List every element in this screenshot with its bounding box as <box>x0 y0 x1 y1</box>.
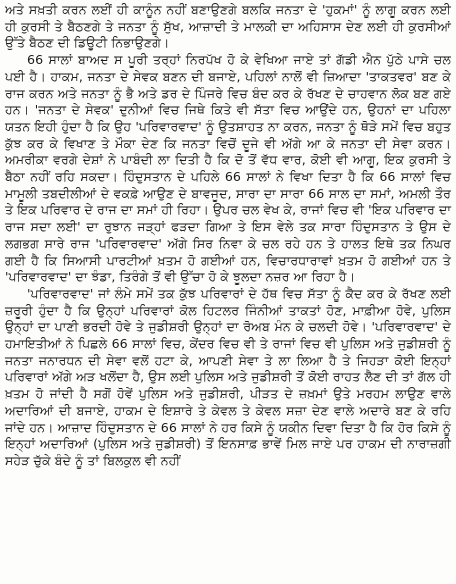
article-paragraph: ਅਤੇ ਸਖ਼ਤੀ ਕਰਨ ਲਈਂ ਹੀ ਕਾਨੂੰਨ ਨਹੀਂ ਬਣਾਉਣਗੇ ਬਲਕਿ ਜਨਤਾ ਦੇ 'ਹੁਕਮਾਂ' ਨੂੰ ਲਾਗੂ ਕਰਨ ਲਈ ਹੀ ਕੁਰਸੀ ਤੇ ਬੈਠਣਗੇ ਤੇ ਜਨਤਾ ਨੂੰ ਸੁੱਖ, ਆਜ਼ਾਦੀ ਤੇ ਮਾਲਕੀ ਦਾ ਅਹਿਸਾਸ ਦੇਣ ਲਈ ਹੀ ਕੁਰਸੀਆਂ ਉੱਤੇ ਬੈਠਣ ਦੀ ਡਿਊਟੀ ਨਿਭਾਉਣਗੇ। <box>5 2 451 51</box>
article-paragraph: 'ਪਰਿਵਾਰਵਾਦ' ਜਾਂ ਲੰਮੇ ਸਮੇਂ ਤਕ ਕੁੱਝ ਪਰਿਵਾਰਾਂ ਦੇ ਹੱਥ ਵਿਚ ਸੱਤਾ ਨੂੰ ਕੈਦ ਕਰ ਕੇ ਰੱਖਣ ਲਈ ਜ਼ਰੂਰੀ ਹੁੰਦਾ ਹੈ ਕਿ ਉਨ੍ਹਾਂ ਪਰਿਵਾਰਾਂ ਕੋਲ ਹਿਟਲਰ ਜਿੰਨੀਆਂ ਤਾਕਤਾਂ ਹੋਣ, ਮਾਫ਼ੀਆ ਹੋਵੇ, ਪੁਲਿਸ ਉਨ੍ਹਾਂ ਦਾ ਪਾਣੀ ਭਰਦੀ ਹੋਵੇ ਤੇ ਜੁਡੀਸ਼ਰੀ ਉਨ੍ਹਾਂ ਦਾ ਰੋਅਬ ਮੰਨ ਕੇ ਚਲਦੀ ਹੋਵੇ। 'ਪਰਿਵਾਰਵਾਦ' ਦੇ ਹਮਾਇਤੀਆਂ ਨੇ ਪਿਛਲੇ 66 ਸਾਲਾਂ ਵਿਚ, ਕੇਂਦਰ ਵਿਚ ਵੀ ਤੇ ਰਾਜਾਂ ਵਿਚ ਵੀ ਪੁਲਿਸ ਅਤੇ ਜੁਡੀਸ਼ਰੀ ਨੂੰ ਜਨਤਾ ਜਨਾਰਧਨ ਦੀ ਸੇਵਾ ਵਲੋਂ ਹਟਾ ਕੇ, ਆਪਣੀ ਸੇਵਾ ਤੇ ਲਾ ਲਿਆ ਹੈ ਤੇ ਜਿਹੜਾ ਕੋਈ ਇਨ੍ਹਾਂ ਪਰਿਵਾਰਾਂ ਅੱਗੇ ਅੜ ਖਲੋਂਦਾ ਹੈ, ਉਸ ਲਈ ਪੁਲਿਸ ਅਤੇ ਜੁਡੀਸ਼ਰੀ ਤੋਂ ਕੋਈ ਰਾਹਤ ਲੈਣ ਦੀ ਤਾਂ ਗੱਲ ਹੀ ਖ਼ਤਮ ਹੋ ਜਾਂਦੀ ਹੈ ਸਗੋਂ ਹੋਵੇਂ ਪੁਲਿਸ ਅਤੇ ਜੁਡੀਸ਼ਰੀ, ਪੀੜਤ ਦੇ ਜ਼ਖ਼ਮਾਂ ਉਤੇ ਮਰਹਮ ਲਾਉਣ ਵਾਲੇ ਅਦਾਰਿਆਂ ਦੀ ਬਜਾਏ, ਹਾਕਮ ਦੇ ਇਸ਼ਾਰੇ ਤੇ ਕੇਵਲ ਤੇ ਕੇਵਲ ਸਜ਼ਾ ਦੇਣ ਵਾਲੇ ਅਦਾਰੇ ਬਣ ਕੇ ਰਹਿ ਜਾਂਦੇ ਹਨ। ਆਜ਼ਾਦ ਹਿੰਦੁਸਤਾਨ ਦੇ 66 ਸਾਲਾਂ ਨੇ ਹਰ ਕਿਸੇ ਨੂੰ ਯਕੀਨ ਦਿਵਾ ਦਿਤਾ ਹੈ ਕਿ ਹੋਰ ਕਿਸੇ ਨੂੰ ਇਨ੍ਹਾਂ ਅਦਾਰਿਆਂ (ਪੁਲਿਸ ਅਤੇ ਜੁਡੀਸ਼ਰੀ) ਤੋਂ ਇਨਸਾਫ਼ ਭਾਵੇਂ ਮਿਲ ਜਾਏ ਪਰ ਹਾਕਮ ਦੀ ਨਾਰਾਜ਼ਗੀ ਸਹੇੜ ਚੁੱਕੇ ਬੰਦੇ ਨੂੰ ਤਾਂ ਬਿਲਕੁਲ ਵੀ ਨਹੀਂ <box>5 285 451 468</box>
article-paragraph: 66 ਸਾਲਾਂ ਬਾਅਦ ਸ ਪੂਰੀ ਤਰ੍ਹਾਂ ਨਿਰਪੱਖ ਹੋ ਕੇ ਵੇਖਿਆ ਜਾਏ ਤਾਂ ਗੱਡੀ ਐਨ ਪੁੱਠੇ ਪਾਸੇ ਚਲ ਪਈ ਹੈ। ਹਾਕਮ, ਜਨਤਾ ਦੇ ਸੇਵਕ ਬਣਨ ਦੀ ਬਜਾਏ, ਪਹਿਲਾਂ ਨਾਲੋਂ ਵੀ ਜ਼ਿਆਦਾ 'ਤਾਕਤਵਰ' ਬਣ ਕੇ ਰਾਜ ਕਰਨ ਅਤੇ ਜਨਤਾ ਨੂੰ ਭੈ ਅਤੇ ਡਰ ਦੇ ਪਿੰਜਰੇ ਵਿਚ ਬੰਦ ਕਰ ਕੇ ਰੱਖਣ ਦੇ ਚਾਹਵਾਨ ਲੋਕ ਬਣ ਗਏ ਹਨ। 'ਜਨਤਾ ਦੇ ਸੇਵਕ' ਦੁਨੀਆਂ ਵਿਚ ਜਿਥੇ ਕਿਤੇ ਵੀ ਸੱਤਾ ਵਿਚ ਆਉਂਦੇ ਹਨ, ਉਹਨਾਂ ਦਾ ਪਹਿਲਾ ਯਤਨ ਇਹੀ ਹੁੰਦਾ ਹੈ ਕਿ ਉਹ 'ਪਰਿਵਾਰਵਾਦ' ਨੂੰ ਉਤਸ਼ਾਹਤ ਨਾ ਕਰਨ, ਜਨਤਾ ਨੂੰ ਥੋੜੇ ਸਮੇਂ ਵਿਚ ਬਹੁਤ ਕੁੱਝ ਕਰ ਕੇ ਵਿਖਾਣ ਤੇ ਮੌਕਾ ਦੇਣ ਕਿ ਜਨਤਾ ਵਿਚੋਂ ਦੂਜੇ ਵੀ ਅੱਗੇ ਆ ਕੇ ਜਨਤਾ ਦੀ ਸੇਵਾ ਕਰਨ। ਅਮਰੀਕਾ ਵਰਗੇ ਦੇਸ਼ਾਂ ਨੇ ਪਾਬੰਦੀ ਲਾ ਦਿਤੀ ਹੈ ਕਿ ਦੋ ਤੋਂ ਵੱਧ ਵਾਰ, ਕੋਈ ਵੀ ਆਗੂ, ਇਕ ਕੁਰਸੀ ਤੇ ਬੈਠਾ ਨਹੀਂ ਰਹਿ ਸਕਦਾ। ਹਿੰਦੁਸਤਾਨ ਦੇ ਪਹਿਲੇ 66 ਸਾਲਾਂ ਨੇ ਵਿਖਾ ਦਿਤਾ ਹੈ ਕਿ 66 ਸਾਲਾਂ ਵਿਚ ਮਾਮੂਲੀ ਤਬਦੀਲੀਆਂ ਦੇ ਵਕਫ਼ੇ ਆਉਣ ਦੇ ਬਾਵਜੂਦ, ਸਾਰਾ ਦਾ ਸਾਰਾ 66 ਸਾਲ ਦਾ ਸਮਾਂ, ਅਮਲੀ ਤੌਰ ਤੇ ਇਕ ਪਰਿਵਾਰ ਦੇ ਰਾਜ ਦਾ ਸਮਾਂ ਹੀ ਰਿਹਾ। ਉਪਰ ਚਲ ਵੇਖ ਕੇ, ਰਾਜਾਂ ਵਿਚ ਵੀ 'ਇਕ ਪਰਿਵਾਰ ਦਾ ਰਾਜ ਸਦਾ ਲਈ' ਦਾ ਰੁਝਾਨ ਜੜ੍ਹਾਂ ਫੜਦਾ ਗਿਆ ਤੇ ਇਸ ਵੇਲੇ ਤਕ ਸਾਰਾ ਹਿੰਦੁਸਤਾਨ ਤੇ ਉਸ ਦੇ ਲਗਭਗ ਸਾਰੇ ਰਾਜ 'ਪਰਿਵਾਰਵਾਦ' ਅੱਗੇ ਸਿਰ ਨਿਵਾ ਕੇ ਚਲ ਰਹੇ ਹਨ ਤੇ ਹਾਲਤ ਇਥੇ ਤਕ ਨਿਘਰ ਗਈ ਹੈ ਕਿ ਸਿਆਸੀ ਪਾਰਟੀਆਂ ਖ਼ਤਮ ਹੋ ਗਈਆਂ ਹਨ, ਵਿਚਾਰਧਾਰਾਵਾਂ ਖ਼ਤਮ ਹੋ ਗਈਆਂ ਹਨ ਤੇ 'ਪਰਿਵਾਰਵਾਦ' ਦਾ ਝੰਡਾ, ਤਿਰੰਗੇ ਤੋਂ ਵੀ ਉੱਚਾ ਹੋ ਕੇ ਝੂਲਦਾ ਨਜ਼ਰ ਆ ਰਿਹਾ ਹੈ। <box>5 52 451 285</box>
